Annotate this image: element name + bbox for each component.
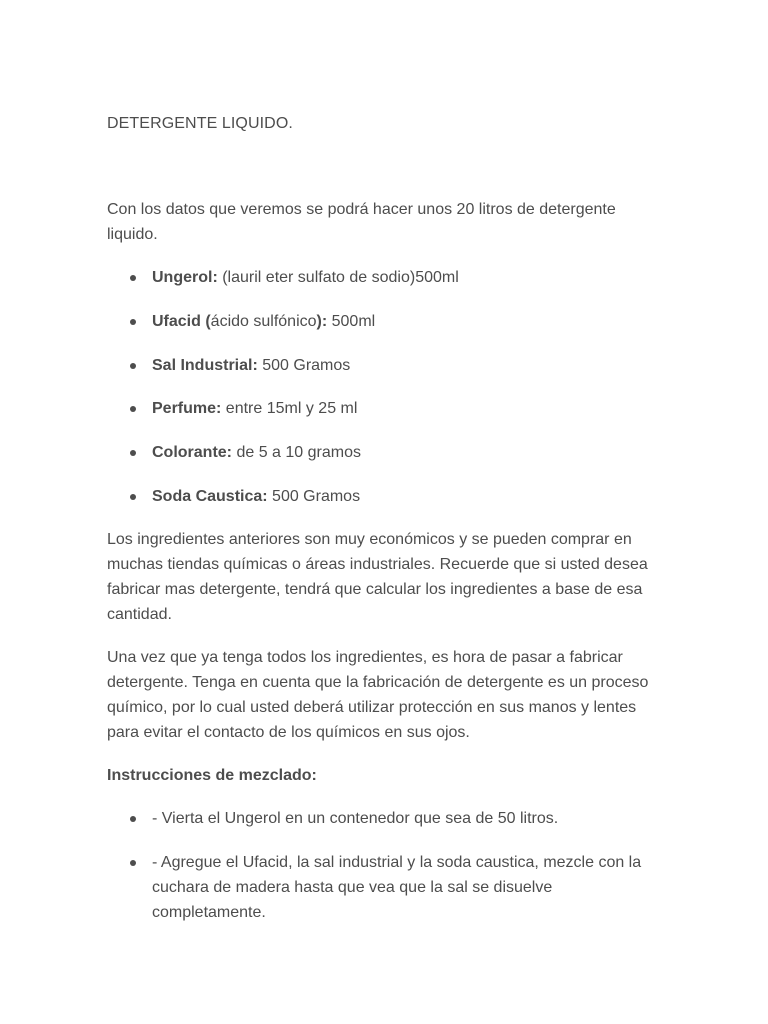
ingredient-name: Perfume: <box>152 400 222 418</box>
ingredient-detail: 500 Gramos <box>267 487 361 505</box>
instruction-text: - Vierta el Ungerol en un contenedor que sea de 50 litros. <box>152 809 559 827</box>
ingredient-name-end: ): <box>316 312 328 330</box>
list-item <box>107 440 667 465</box>
instructions-heading <box>107 763 667 788</box>
bullet-icon <box>130 319 136 325</box>
instructions-heading-text: Instrucciones de mezclado: <box>107 766 317 784</box>
bullet-icon <box>130 816 136 822</box>
list-item <box>107 265 667 290</box>
instruction-text: - Agregue el Ufacid, la sal industrial y la soda caustica, mezcle con la cuchara de madera hasta que vea que la sal se disuelve completamente. <box>152 853 642 921</box>
ingredient-detail: 500ml <box>327 312 376 330</box>
document-title: DETERGENTE LIQUIDO. <box>107 115 293 132</box>
ingredient-name: Sal Industrial: <box>152 356 258 374</box>
list-item <box>107 850 667 925</box>
safety-paragraph: Una vez que ya tenga todos los ingredientes, es hora de pasar a fabricar detergente. Tenga en cuenta que la fabricación de detergente es un proceso químico, por lo cual usted deberá utilizar protección en sus manos y lentes para evitar el contacto de los químicos en sus ojos. <box>107 648 649 741</box>
ingredient-name: Colorante: <box>152 444 232 462</box>
list-item <box>107 484 667 509</box>
ingredient-detail: 500 Gramos <box>257 356 351 374</box>
bullet-icon <box>130 860 136 866</box>
bullet-icon <box>130 406 136 412</box>
bullet-icon <box>130 450 136 456</box>
list-item <box>107 396 667 421</box>
bullet-icon <box>130 494 136 500</box>
ingredient-detail: entre 15ml y 25 ml <box>221 400 358 418</box>
ingredient-name: Soda Caustica: <box>152 487 268 505</box>
ingredients-note-paragraph: Los ingredientes anteriores son muy económicos y se pueden comprar en muchas tiendas químicas o áreas industriales. Recuerde que si usted desea fabricar mas detergente, tendrá que calcular los ingredientes a base de esa cantidad. <box>107 530 648 623</box>
bullet-icon <box>130 363 136 369</box>
list-item <box>107 806 667 831</box>
instructions-list <box>107 806 667 925</box>
list-item <box>107 309 667 334</box>
ingredient-detail: (lauril eter sulfato de sodio)500ml <box>217 269 459 286</box>
document-body <box>107 197 667 943</box>
list-item <box>107 353 667 378</box>
bullet-icon <box>130 275 136 281</box>
ingredients-list <box>107 265 667 509</box>
ingredient-detail: de 5 a 10 gramos <box>232 444 361 462</box>
ingredient-name: Ungerol: <box>152 269 218 286</box>
ingredient-name: Ufacid ( <box>152 312 211 330</box>
intro-paragraph: Con los datos que veremos se podrá hacer unos 20 litros de detergente liquido. <box>107 201 616 243</box>
ingredient-name-middle: ácido sulfónico <box>210 312 317 330</box>
